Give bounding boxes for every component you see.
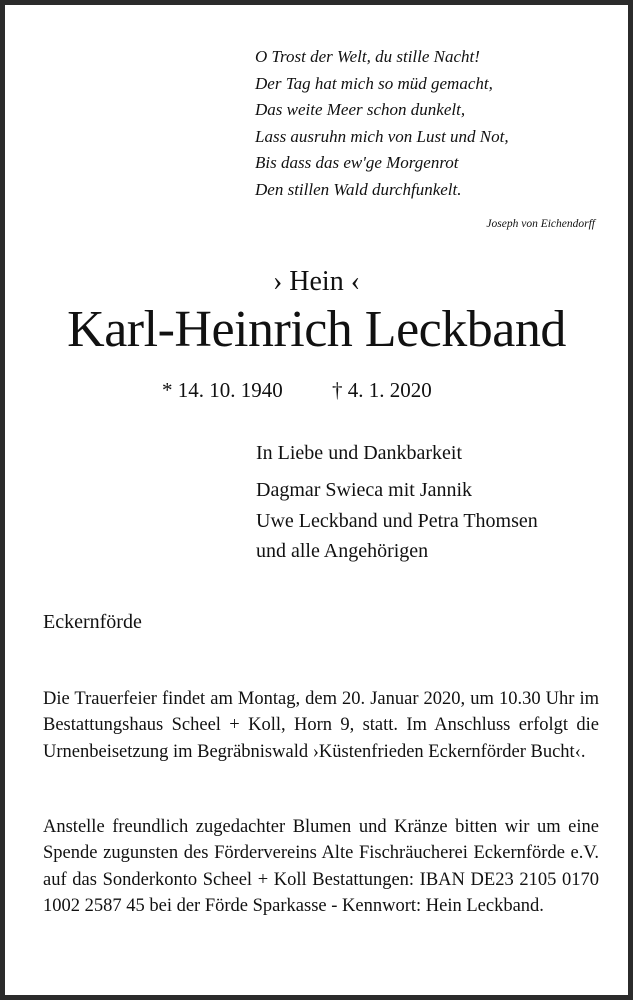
mourners	[256, 440, 538, 567]
death-date: † 4. 1. 2020	[332, 378, 432, 402]
life-dates	[162, 378, 432, 403]
mourner-name: und alle Angehörigen	[256, 540, 429, 562]
poem-line: Lass ausruhn mich von Lust und Not,	[255, 126, 509, 146]
poem	[255, 44, 605, 204]
poem-line: Das weite Meer schon dunkelt,	[255, 100, 466, 120]
poem-line: Der Tag hat mich so müd gemacht,	[255, 73, 493, 93]
mourners-intro: In Liebe und Dankbarkeit	[256, 442, 463, 464]
deceased-name: Karl-Heinrich Leckband	[67, 301, 566, 358]
mourner-name: Dagmar Swieca mit Jannik	[256, 479, 473, 501]
place: Eckernförde	[43, 611, 142, 633]
poem-line: O Trost der Welt, du stille Nacht!	[255, 47, 480, 66]
poem-line: Bis dass das ew'ge Morgenrot	[255, 153, 459, 173]
birth-date: * 14. 10. 1940	[162, 378, 283, 402]
poem-line: Den stillen Wald durchfunkelt.	[255, 179, 462, 199]
nickname: › Hein ‹	[272, 266, 361, 297]
poem-author: Joseph von Eichendorff	[486, 218, 595, 230]
mourner-name: Uwe Leckband und Petra Thomsen	[256, 509, 538, 532]
funeral-info: Die Trauerfeier findet am Montag, dem 20. Januar 2020, um 10.30 Uhr im Bestattungshaus Scheel + Koll, Horn 9, statt. Im Anschluss erfolgt die Urnenbeisetzung im Begräbniswald ›Küstenfrieden Eckernförder Bucht‹.	[43, 689, 599, 762]
donation-info: Anstelle freundlich zugedachter Blumen und Kränze bitten wir um eine Spende zugunsten des Fördervereins Alte Fischräucherei Eckernförde e.V. auf das Sonderkonto Scheel + Koll Bestattungen: IBAN DE23 2105 0170 1002 2587 45 bei der Förde Sparkasse - Kennwort: Hein Leckband.	[43, 817, 599, 917]
